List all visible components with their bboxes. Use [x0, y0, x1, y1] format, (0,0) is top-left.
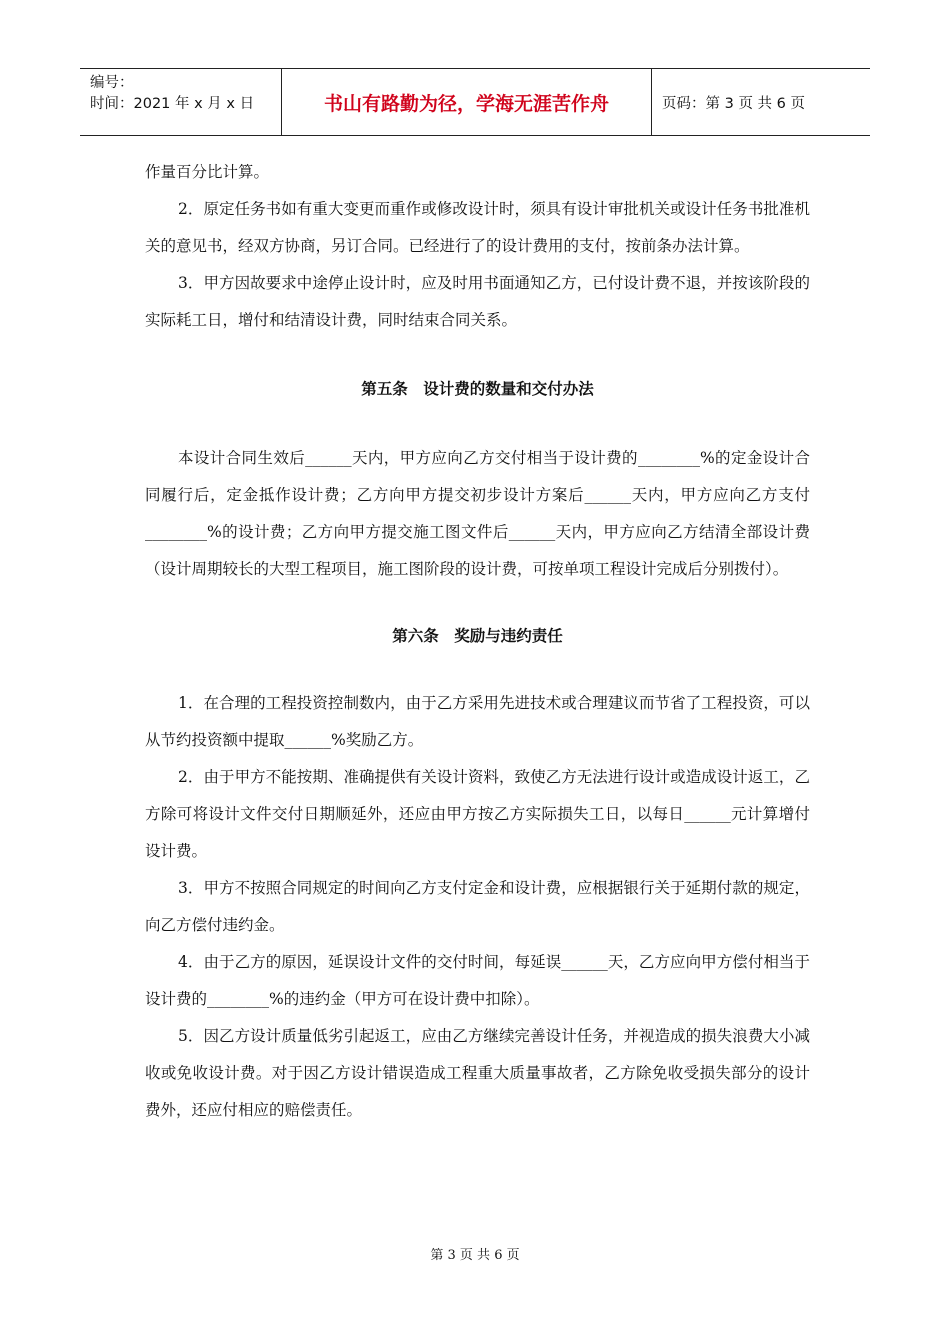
paragraph: 1．在合理的工程投资控制数内，由于乙方采用先进技术或合理建议而节省了工程投资，可以从节约投资额中提取______%奖励乙方。 [145, 694, 810, 749]
paragraph: 作量百分比计算。 [145, 163, 270, 181]
paragraph: 3．甲方不按照合同规定的时间向乙方支付定金和设计费，应根据银行关于延期付款的规定，向乙方偿付违约金。 [145, 879, 810, 934]
paragraph: 3．甲方因故要求中途停止设计时，应及时用书面通知乙方，已付设计费不退，并按该阶段的实际耗工日，增付和结清设计费，同时结束合同关系。 [145, 274, 810, 329]
header-meta [80, 69, 282, 135]
paragraph: 5．因乙方设计质量低劣引起返工，应由乙方继续完善设计任务，并视造成的损失浪费大小减收或免收设计费。对于因乙方设计错误造成工程重大质量事故者，乙方除免收受损失部分的设计费外，还应付相应的赔偿责任。 [145, 1027, 810, 1119]
page-footer: 第 3 页 共 6 页 [430, 1248, 520, 1263]
paragraph: 本设计合同生效后______天内，甲方应向乙方交付相当于设计费的________%的定金设计合同履行后，定金抵作设计费；乙方向甲方提交初步设计方案后______天内，甲方应向乙方支付________%的设计费；乙方向甲方提交施工图文件后______天内，甲方应向乙方结清全部设计费（设计周期较长的大型工程项目，施工图阶段的设计费，可按单项工程设计完成后分别拨付）。 [145, 449, 810, 578]
paragraph: 2．原定任务书如有重大变更而重作或修改设计时，须具有设计审批机关或设计任务书批准机关的意见书，经双方协商，另订合同。已经进行了的设计费用的支付，按前条办法计算。 [145, 200, 810, 255]
page-header [80, 68, 870, 136]
paragraph: 4．由于乙方的原因，延误设计文件的交付时间，每延误______天，乙方应向甲方偿付相当于设计费的________%的违约金（甲方可在设计费中扣除）。 [145, 953, 810, 1008]
document-date: 时间：2021 年 x 月 x 日 [90, 96, 255, 112]
document-body [145, 154, 810, 1129]
section-heading-article-5: 第五条 设计费的数量和交付办法 [361, 380, 594, 398]
document-number-label: 编号： [90, 75, 134, 91]
paragraph: 2．由于甲方不能按期、准确提供有关设计资料，致使乙方无法进行设计或造成设计返工，乙方除可将设计文件交付日期顺延外，还应由甲方按乙方实际损失工日，以每日______元计算增付设计费。 [145, 768, 810, 860]
section-heading-article-6: 第六条 奖励与违约责任 [392, 627, 563, 645]
header-motto: 书山有路勤为径，学海无涯苦作舟 [282, 69, 652, 135]
header-page-number: 页码：第 3 页 共 6 页 [662, 95, 805, 112]
